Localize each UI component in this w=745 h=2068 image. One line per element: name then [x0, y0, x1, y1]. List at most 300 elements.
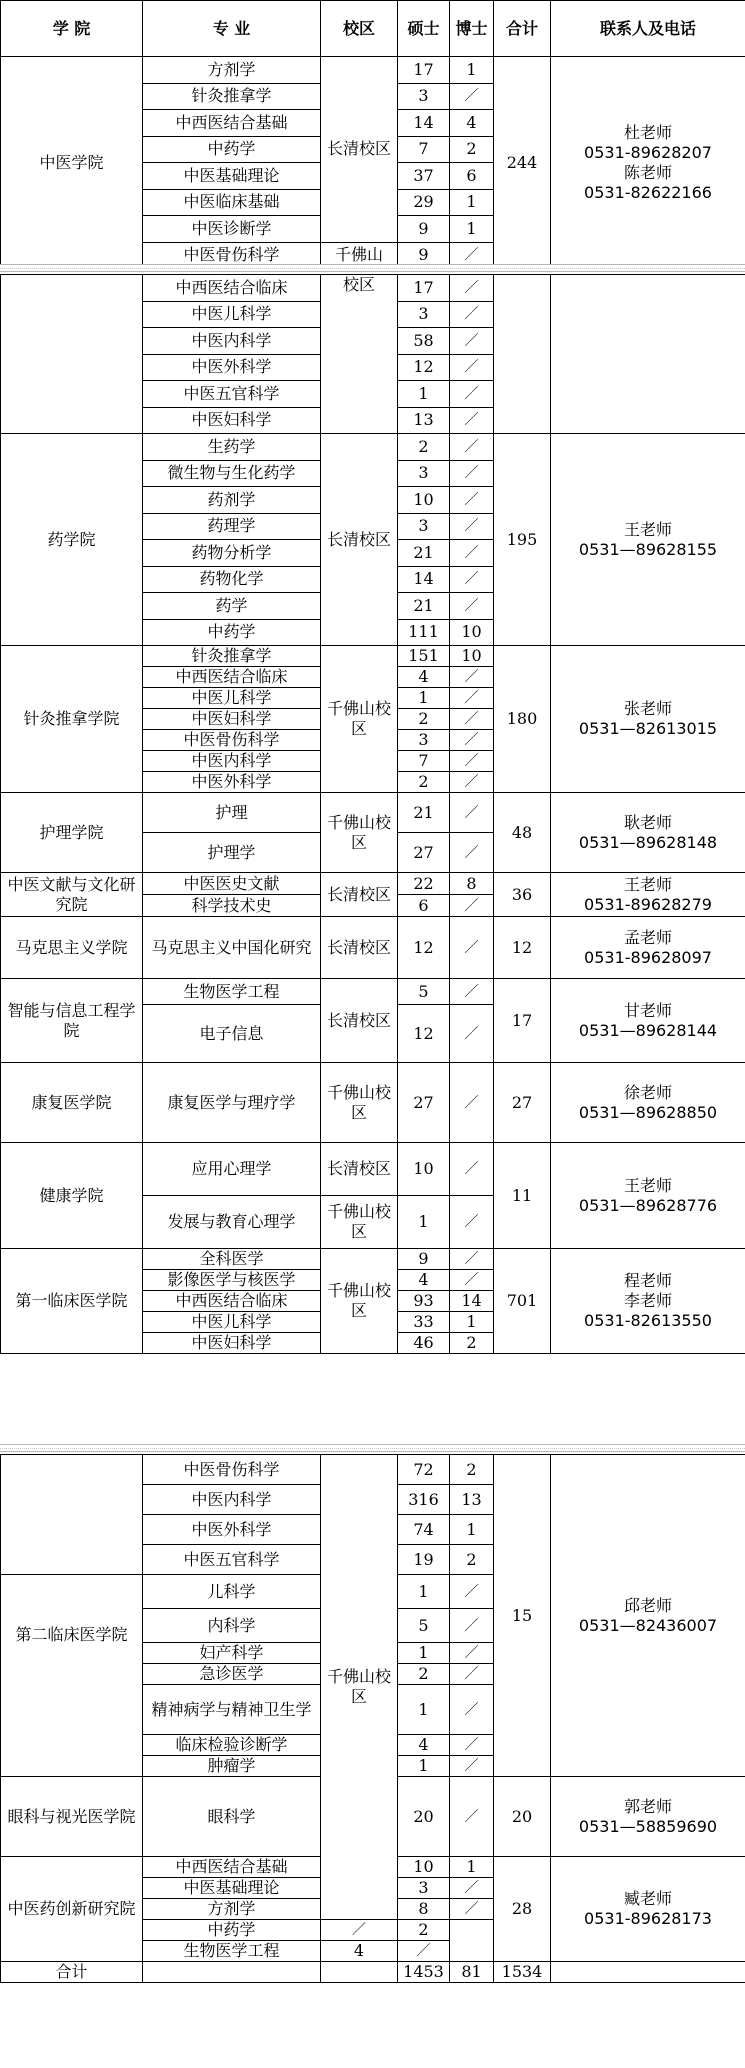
doctor-count: ／ [450, 83, 494, 110]
table-row [1, 57, 745, 84]
doctor-count: 8 [450, 873, 494, 895]
grand-total: 1534 [494, 1962, 551, 1983]
major-name: 方剂学 [143, 1899, 321, 1920]
doctor-count: ／ [450, 1777, 494, 1857]
campus-cell: 长清校区 [321, 917, 398, 979]
doctor-count: ／ [450, 540, 494, 567]
major-name: 中医医史文献 [143, 873, 321, 895]
college-name: 健康学院 [1, 1143, 143, 1249]
contact-person: 李老师 [623, 1291, 672, 1310]
college-total: 28 [494, 1857, 551, 1962]
contact-phone: 0531-82613550 [584, 1311, 712, 1330]
contact-person: 徐老师 [623, 1082, 672, 1102]
doctor-count: 1 [450, 57, 494, 84]
master-count: ／ [321, 1920, 398, 1941]
doctor-count: ／ [450, 1756, 494, 1777]
campus-cell: 长清校区 [321, 57, 398, 243]
major-name: 中医外科学 [143, 772, 321, 793]
college-name: 康复医学院 [1, 1063, 143, 1143]
doctor-count: ／ [450, 751, 494, 772]
doctor-count: ／ [450, 1609, 494, 1643]
college-total: 20 [494, 1777, 551, 1857]
doctor-count: ／ [450, 301, 494, 328]
college-total: 36 [494, 873, 551, 917]
master-count: 3 [398, 1878, 450, 1899]
contact-cell-continued [551, 275, 745, 434]
master-count: 4 [321, 1941, 398, 1962]
contact-cell [551, 434, 745, 646]
doctor-count: ／ [450, 793, 494, 833]
doctor-count: 4 [450, 110, 494, 137]
college-name: 护理学院 [1, 793, 143, 873]
college-total: 48 [494, 793, 551, 873]
contact-cell [551, 1143, 745, 1249]
master-count: 3 [398, 513, 450, 540]
college-total: 12 [494, 917, 551, 979]
doctor-count: ／ [450, 1249, 494, 1270]
major-name: 中医诊断学 [143, 216, 321, 243]
table-row [1, 1143, 745, 1196]
doctor-count: ／ [450, 328, 494, 355]
major-name: 针灸推拿学 [143, 83, 321, 110]
major-name: 中医外科学 [143, 354, 321, 381]
master-count: 2 [398, 1664, 450, 1685]
major-name: 中医基础理论 [143, 163, 321, 190]
campus-cell: 长清校区 [321, 979, 398, 1063]
campus-cell: 长清校区 [321, 1143, 398, 1196]
college-total-continued [494, 275, 551, 434]
college-name: 第一临床医学院 [1, 1249, 143, 1354]
contact-person: 孟老师 [623, 927, 672, 947]
master-count: 58 [398, 328, 450, 355]
contact-phone: 0531—89628155 [578, 539, 718, 559]
master-count: 9 [398, 216, 450, 243]
major-name: 中医内科学 [143, 328, 321, 355]
doctor-count: 1 [450, 189, 494, 216]
master-count: 1 [398, 381, 450, 408]
major-name: 中医内科学 [143, 1485, 321, 1515]
enrollment-table [0, 0, 745, 269]
college-name-continued [1, 1455, 143, 1575]
doctor-count: ／ [450, 275, 494, 302]
college-total: 244 [494, 57, 551, 269]
header-contact: 联系人及电话 [551, 1, 745, 57]
major-name: 护理 [143, 793, 321, 833]
master-count: 27 [398, 833, 450, 873]
doctor-count: ／ [450, 1899, 494, 1920]
contact-cell [551, 1455, 745, 1777]
master-count: 17 [398, 275, 450, 302]
doctor-count: ／ [450, 354, 494, 381]
table-row [1, 275, 745, 302]
doctor-count: ／ [450, 242, 494, 269]
doctor-count: ／ [450, 593, 494, 620]
master-count: 46 [398, 1333, 450, 1354]
major-name: 药理学 [143, 513, 321, 540]
major-name: 生物医学工程 [143, 1941, 321, 1962]
campus-cell: 千佛山校区 [321, 1249, 398, 1354]
doctor-count: ／ [450, 1685, 494, 1735]
contact-person: 耿老师 [623, 812, 672, 832]
header-master: 硕士 [398, 1, 450, 57]
doctor-count: ／ [450, 917, 494, 979]
master-count: 2 [398, 772, 450, 793]
major-name: 眼科学 [143, 1777, 321, 1857]
major-name: 肿瘤学 [143, 1756, 321, 1777]
master-count: 4 [398, 667, 450, 688]
doctor-count: 1 [450, 216, 494, 243]
doctor-count: 10 [450, 619, 494, 646]
contact-cell [551, 57, 745, 269]
master-count: 3 [398, 83, 450, 110]
master-count: 72 [398, 1455, 450, 1485]
major-name: 中西医结合基础 [143, 110, 321, 137]
major-name: 药学 [143, 593, 321, 620]
contact-phone: 0531—89628850 [578, 1102, 718, 1122]
major-name: 应用心理学 [143, 1143, 321, 1196]
master-count: 21 [398, 540, 450, 567]
header-doctor: 博士 [450, 1, 494, 57]
master-count: 1 [398, 1756, 450, 1777]
major-name: 精神病学与精神卫生学 [143, 1685, 321, 1735]
doctor-count: ／ [450, 487, 494, 514]
major-name: 药物分析学 [143, 540, 321, 567]
table-row [1, 1063, 745, 1143]
college-name: 智能与信息工程学院 [1, 979, 143, 1063]
doctor-count: ／ [450, 1878, 494, 1899]
doctor-count: ／ [450, 566, 494, 593]
table-row [1, 979, 745, 1005]
major-name: 临床检验诊断学 [143, 1735, 321, 1756]
master-count: 21 [398, 593, 450, 620]
college-name: 针灸推拿学院 [1, 646, 143, 793]
master-count: 3 [398, 301, 450, 328]
college-name: 中医学院 [1, 57, 143, 269]
master-count: 19 [398, 1545, 450, 1575]
doctor-count: 13 [450, 1485, 494, 1515]
total-empty [143, 1962, 321, 1983]
master-count: 93 [398, 1291, 450, 1312]
contact-cell [551, 917, 745, 979]
doctor-count: 2 [450, 1455, 494, 1485]
doctor-count: 2 [398, 1920, 450, 1941]
major-name: 科学技术史 [143, 895, 321, 917]
table-header-row [1, 1, 745, 57]
doctor-count: ／ [450, 895, 494, 917]
major-name: 中医骨伤科学 [143, 730, 321, 751]
table-row [1, 793, 745, 833]
contact-person: 张老师 [623, 699, 672, 718]
master-count: 111 [398, 619, 450, 646]
master-count: 33 [398, 1312, 450, 1333]
major-name: 内科学 [143, 1609, 321, 1643]
major-name: 中医骨伤科学 [143, 1455, 321, 1485]
major-name: 中医骨伤科学 [143, 242, 321, 269]
campus-cell: 长清校区 [321, 434, 398, 646]
major-name: 护理学 [143, 833, 321, 873]
contact-phone: 0531-89628097 [584, 947, 712, 967]
campus-cell: 千佛山校区 [321, 1196, 398, 1249]
contact-cell [551, 979, 745, 1063]
master-count: 4 [398, 1270, 450, 1291]
campus-cell: 长清校区 [321, 873, 398, 917]
header-total: 合计 [494, 1, 551, 57]
doctor-count: ／ [398, 1941, 450, 1962]
college-total: 27 [494, 1063, 551, 1143]
master-count: 37 [398, 163, 450, 190]
major-name: 急诊医学 [143, 1664, 321, 1685]
campus-cell: 千佛山校区 [321, 646, 398, 793]
master-count: 1 [398, 1575, 450, 1609]
major-name: 马克思主义中国化研究 [143, 917, 321, 979]
major-name: 中药学 [143, 1920, 321, 1941]
college-name: 眼科与视光医学院 [1, 1777, 143, 1857]
doctor-count: ／ [450, 407, 494, 434]
college-total: 195 [494, 434, 551, 646]
doctor-count: ／ [450, 381, 494, 408]
doctor-count: ／ [450, 1143, 494, 1196]
contact-person: 陈老师 [623, 162, 672, 182]
doctor-count: ／ [450, 1005, 494, 1063]
doctor-count: ／ [450, 667, 494, 688]
college-total: 17 [494, 979, 551, 1063]
contact-phone: 0531-89628173 [584, 1909, 712, 1928]
doctor-count: ／ [450, 1664, 494, 1685]
table-row [1, 873, 745, 895]
doctor-count: ／ [450, 979, 494, 1005]
major-name: 中西医结合临床 [143, 667, 321, 688]
master-count: 22 [398, 873, 450, 895]
major-name: 中医儿科学 [143, 1312, 321, 1333]
major-name: 针灸推拿学 [143, 646, 321, 667]
contact-cell [551, 1777, 745, 1857]
contact-person: 甘老师 [623, 1000, 672, 1020]
contact-phone: 0531—82613015 [578, 719, 718, 738]
master-count: 14 [398, 110, 450, 137]
master-count: 74 [398, 1515, 450, 1545]
contact-cell [551, 646, 745, 793]
campus-cell: 千佛山校区 [321, 793, 398, 873]
contact-person: 杜老师 [623, 122, 672, 142]
header-college: 学 院 [1, 1, 143, 57]
doctor-count: ／ [450, 1063, 494, 1143]
enrollment-table [0, 274, 745, 1354]
master-count: 6 [398, 895, 450, 917]
master-count: 3 [398, 460, 450, 487]
total-master: 1453 [398, 1962, 450, 1983]
contact-person: 郭老师 [623, 1796, 672, 1816]
major-name: 中药学 [143, 136, 321, 163]
master-count: 2 [398, 434, 450, 461]
table-part-3 [0, 1454, 745, 1983]
college-total: 11 [494, 1143, 551, 1249]
master-count: 21 [398, 793, 450, 833]
master-count: 1 [398, 1196, 450, 1249]
master-count: 5 [398, 979, 450, 1005]
major-name: 儿科学 [143, 1575, 321, 1609]
contact-phone: 0531-89628279 [584, 894, 712, 914]
contact-phone: 0531—89628144 [578, 1020, 718, 1040]
contact-phone: 0531—89628148 [578, 832, 718, 852]
major-name: 康复医学与理疗学 [143, 1063, 321, 1143]
total-empty [321, 1962, 398, 1983]
doctor-count: 10 [450, 646, 494, 667]
page-break [0, 264, 745, 272]
major-name: 影像医学与核医学 [143, 1270, 321, 1291]
contact-cell [551, 1063, 745, 1143]
major-name: 药物化学 [143, 566, 321, 593]
master-count: 7 [398, 751, 450, 772]
major-name: 微生物与生化药学 [143, 460, 321, 487]
master-count: 12 [398, 917, 450, 979]
college-name: 中医文献与文化研究院 [1, 873, 143, 917]
major-name: 中医外科学 [143, 1515, 321, 1545]
table-row [1, 434, 745, 461]
contact-phone: 0531—82436007 [578, 1615, 718, 1635]
header-campus: 校区 [321, 1, 398, 57]
major-name: 全科医学 [143, 1249, 321, 1270]
major-name: 中医儿科学 [143, 688, 321, 709]
doctor-count: 6 [450, 163, 494, 190]
campus-cell: 校区 [321, 275, 398, 434]
major-name: 中西医结合基础 [143, 1857, 321, 1878]
doctor-count: 14 [450, 1291, 494, 1312]
master-count: 27 [398, 1063, 450, 1143]
major-name: 生药学 [143, 434, 321, 461]
college-name: 药学院 [1, 434, 143, 646]
doctor-count: 1 [450, 1312, 494, 1333]
major-name: 药剂学 [143, 487, 321, 514]
major-name: 中医妇科学 [143, 709, 321, 730]
major-name: 中医五官科学 [143, 1545, 321, 1575]
master-count: 29 [398, 189, 450, 216]
college-name-continued [1, 275, 143, 434]
master-count: 10 [398, 1857, 450, 1878]
table-row [1, 1249, 745, 1270]
major-name: 中西医结合临床 [143, 1291, 321, 1312]
doctor-count: 2 [450, 1333, 494, 1354]
college-name: 马克思主义学院 [1, 917, 143, 979]
contact-cell [551, 1857, 745, 1962]
master-count: 1 [398, 688, 450, 709]
table-part-1 [0, 0, 745, 269]
doctor-count: ／ [450, 709, 494, 730]
contact-cell [551, 873, 745, 917]
master-count: 1 [398, 1685, 450, 1735]
contact-phone: 0531-89628207 [584, 142, 712, 162]
table-part-2 [0, 274, 745, 1354]
major-name: 生物医学工程 [143, 979, 321, 1005]
doctor-count: ／ [450, 1270, 494, 1291]
master-count: 10 [398, 1143, 450, 1196]
doctor-count: ／ [450, 688, 494, 709]
master-count: 8 [398, 1899, 450, 1920]
master-count: 2 [398, 709, 450, 730]
doctor-count: ／ [450, 460, 494, 487]
major-name: 中药学 [143, 619, 321, 646]
total-label: 合计 [1, 1962, 143, 1983]
master-count: 1 [398, 1643, 450, 1664]
contact-person: 邱老师 [623, 1595, 672, 1615]
campus-cell: 千佛山 [321, 242, 398, 269]
college-name: 第二临床医学院 [1, 1575, 143, 1777]
major-name: 中医基础理论 [143, 1878, 321, 1899]
campus-cell: 千佛山校区 [321, 1455, 398, 1920]
major-name: 中医妇科学 [143, 407, 321, 434]
total-empty [551, 1962, 745, 1983]
enrollment-table [0, 1454, 745, 1983]
major-name: 电子信息 [143, 1005, 321, 1063]
major-name: 中医临床基础 [143, 189, 321, 216]
contact-phone: 0531—89628776 [578, 1195, 718, 1215]
doctor-count: ／ [450, 772, 494, 793]
major-name: 中医五官科学 [143, 381, 321, 408]
contact-person: 王老师 [623, 874, 672, 894]
major-name: 中医妇科学 [143, 1333, 321, 1354]
doctor-count: 1 [450, 1857, 494, 1878]
page-break [0, 1444, 745, 1452]
master-count: 5 [398, 1609, 450, 1643]
major-name: 中西医结合临床 [143, 275, 321, 302]
doctor-count: ／ [450, 513, 494, 540]
college-total: 15 [494, 1455, 551, 1777]
college-name: 中医药创新研究院 [1, 1857, 143, 1962]
total-row [1, 1962, 745, 1983]
master-count: 20 [398, 1777, 450, 1857]
master-count: 7 [398, 136, 450, 163]
major-name: 发展与教育心理学 [143, 1196, 321, 1249]
doctor-count: ／ [450, 730, 494, 751]
contact-cell [551, 1249, 745, 1354]
doctor-count: ／ [450, 833, 494, 873]
major-name: 方剂学 [143, 57, 321, 84]
contact-person: 程老师 [623, 1271, 672, 1290]
major-name: 中医儿科学 [143, 301, 321, 328]
contact-phone: 0531—58859690 [578, 1816, 718, 1836]
master-count: 9 [398, 242, 450, 269]
master-count: 10 [398, 487, 450, 514]
header-major: 专 业 [143, 1, 321, 57]
contact-person: 王老师 [623, 1175, 672, 1195]
master-count: 316 [398, 1485, 450, 1515]
table-row [1, 917, 745, 979]
master-count: 9 [398, 1249, 450, 1270]
total-doctor: 81 [450, 1962, 494, 1983]
master-count: 3 [398, 730, 450, 751]
doctor-count: 2 [450, 1545, 494, 1575]
doctor-count: ／ [450, 1735, 494, 1756]
doctor-count: ／ [450, 1643, 494, 1664]
master-count: 12 [398, 1005, 450, 1063]
doctor-count: 1 [450, 1515, 494, 1545]
master-count: 12 [398, 354, 450, 381]
master-count: 151 [398, 646, 450, 667]
major-name: 妇产科学 [143, 1643, 321, 1664]
contact-phone: 0531-82622166 [584, 182, 712, 202]
contact-cell [551, 793, 745, 873]
doctor-count: ／ [450, 1196, 494, 1249]
campus-cell: 千佛山校区 [321, 1063, 398, 1143]
contact-person: 王老师 [623, 519, 672, 539]
college-total: 701 [494, 1249, 551, 1354]
table-row [1, 1455, 745, 1485]
master-count: 14 [398, 566, 450, 593]
master-count: 4 [398, 1735, 450, 1756]
major-name: 中医内科学 [143, 751, 321, 772]
doctor-count: 2 [450, 136, 494, 163]
college-total: 180 [494, 646, 551, 793]
doctor-count: ／ [450, 1575, 494, 1609]
